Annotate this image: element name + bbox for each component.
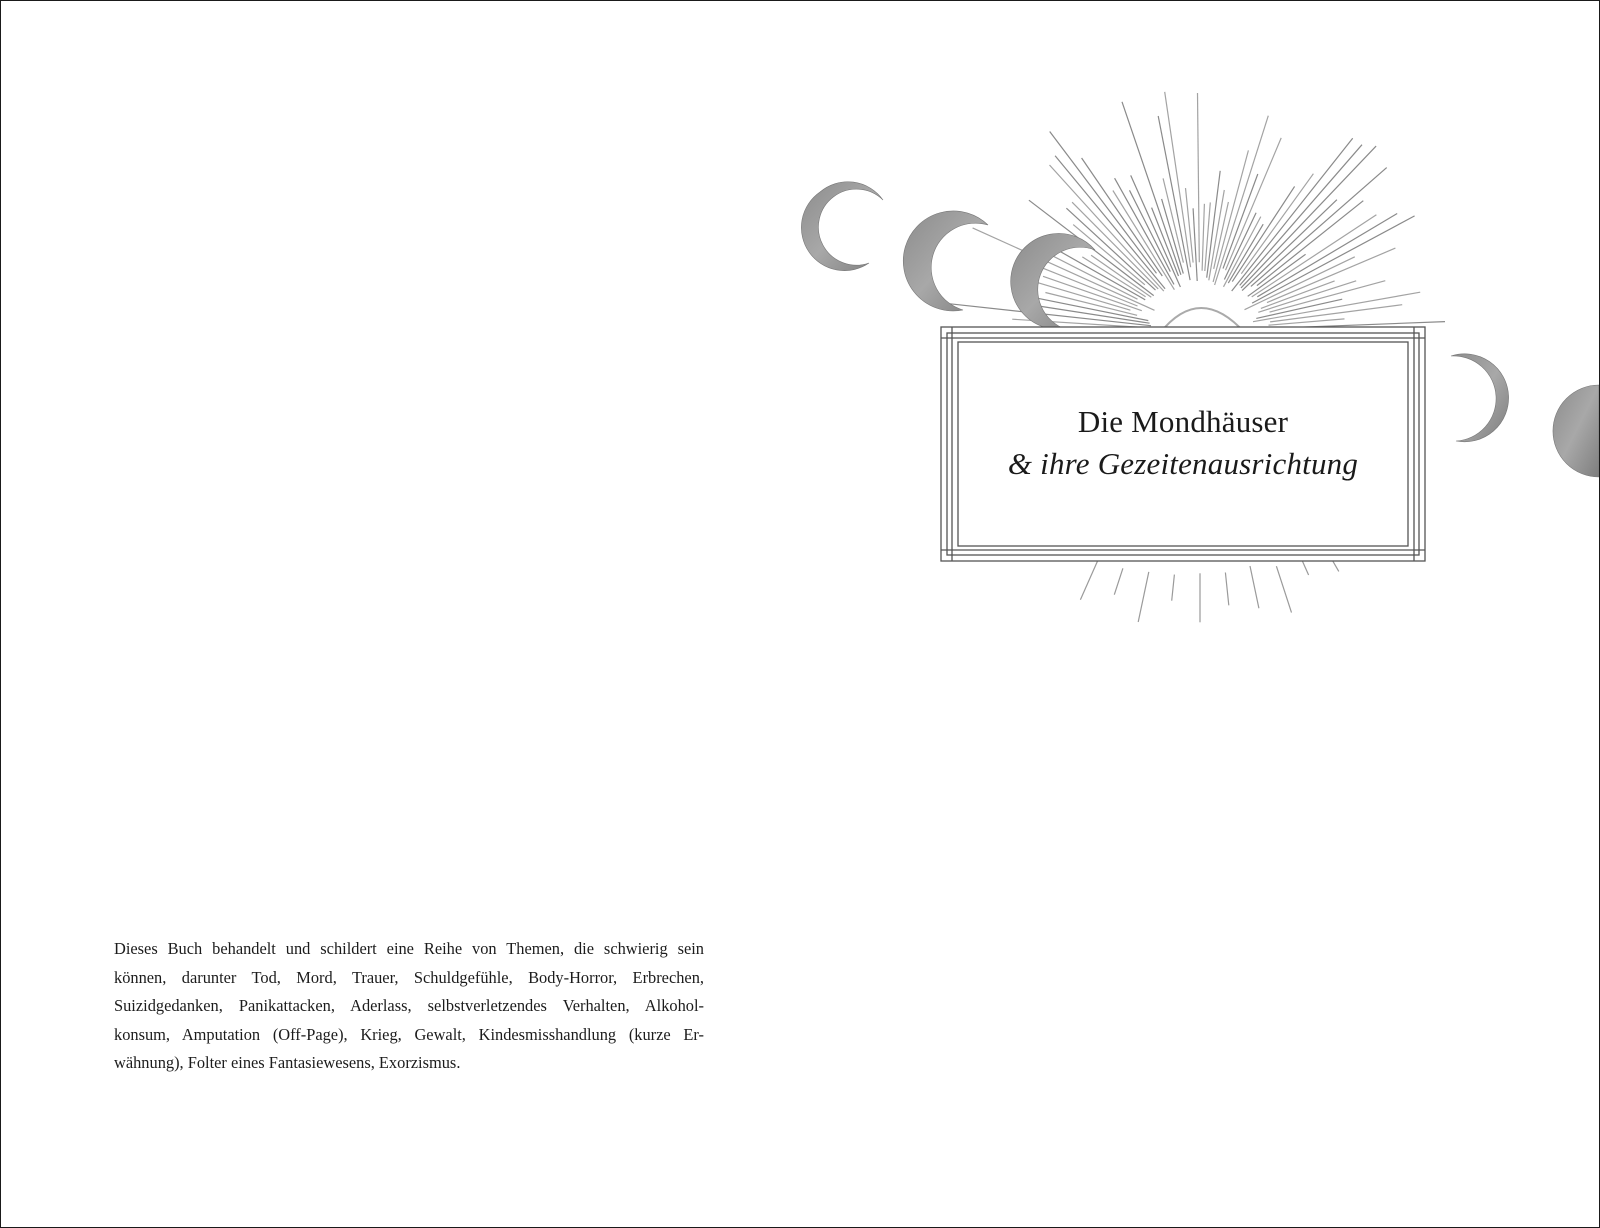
content-warning-line: können, darunter Tod, Mord, Trauer, Schuldgefühle, Body-Horror, Erbrechen, [114, 967, 704, 987]
sunburst-ray [1251, 168, 1387, 287]
sunburst-ray [1270, 281, 1386, 312]
sunburst-ray [1138, 572, 1149, 622]
sunburst-ray [1066, 208, 1155, 290]
sunburst-ray [1253, 292, 1420, 322]
sunburst-ray [1213, 150, 1248, 282]
sunburst-ray [1162, 199, 1184, 274]
moon-icon [1451, 354, 1509, 442]
sunburst-ray [1080, 559, 1098, 600]
sunburst-ray [1050, 132, 1157, 274]
sunburst-ray [1198, 93, 1200, 262]
content-warning-line: Dieses Buch behandelt und schildert eine Reihe von Themen, die schwierig sein [114, 939, 704, 958]
sunburst-ray [1225, 573, 1228, 606]
title-block [958, 342, 1408, 546]
content-warning-line: Suizidgedanken, Panikattacken, Aderlass, selbstverletzendes Verhalten, Alkohol- [114, 996, 704, 1016]
sunburst-ray [1193, 208, 1197, 281]
sunburst-ray [1202, 204, 1204, 271]
content-warning-text [114, 935, 704, 1078]
moon-sunburst-illustration [800, 1, 1599, 1227]
right-page [800, 1, 1599, 1227]
sunburst-ray [1047, 244, 1145, 300]
sunburst-ray [1205, 202, 1211, 271]
sunburst-ray [1232, 138, 1353, 291]
sunburst-ray [1114, 568, 1123, 594]
sunburst-ray [1073, 225, 1145, 285]
sunburst-ray [1228, 224, 1263, 283]
sunburst-ray [1250, 566, 1259, 608]
sunburst-ray [1186, 188, 1194, 263]
content-warning-line: konsum, Amputation (Off-Page), Krieg, Gewalt, Kindesmisshandlung (kurze Er- [114, 1024, 704, 1044]
sunburst-ray [1252, 216, 1415, 303]
page-title: Die Mondhäuser [1077, 404, 1289, 439]
page-subtitle: & ihre Gezeitenausrichtung [1007, 446, 1359, 481]
sunburst-ray [1267, 248, 1395, 303]
moon-icon [1553, 385, 1599, 477]
sunburst-ray [1252, 215, 1377, 297]
sunburst-ray [1115, 178, 1174, 284]
content-warning-line: wähnung), Folter eines Fantasiewesens, Exorzismus. [114, 1053, 461, 1073]
moon-icon [903, 211, 988, 311]
sunburst-ray [1082, 158, 1163, 276]
moon-icon [801, 182, 883, 271]
sunburst-ray [1276, 566, 1291, 612]
sunburst-ray [1172, 575, 1175, 601]
left-page [1, 1, 800, 1227]
sunburst-ray [1269, 319, 1345, 325]
